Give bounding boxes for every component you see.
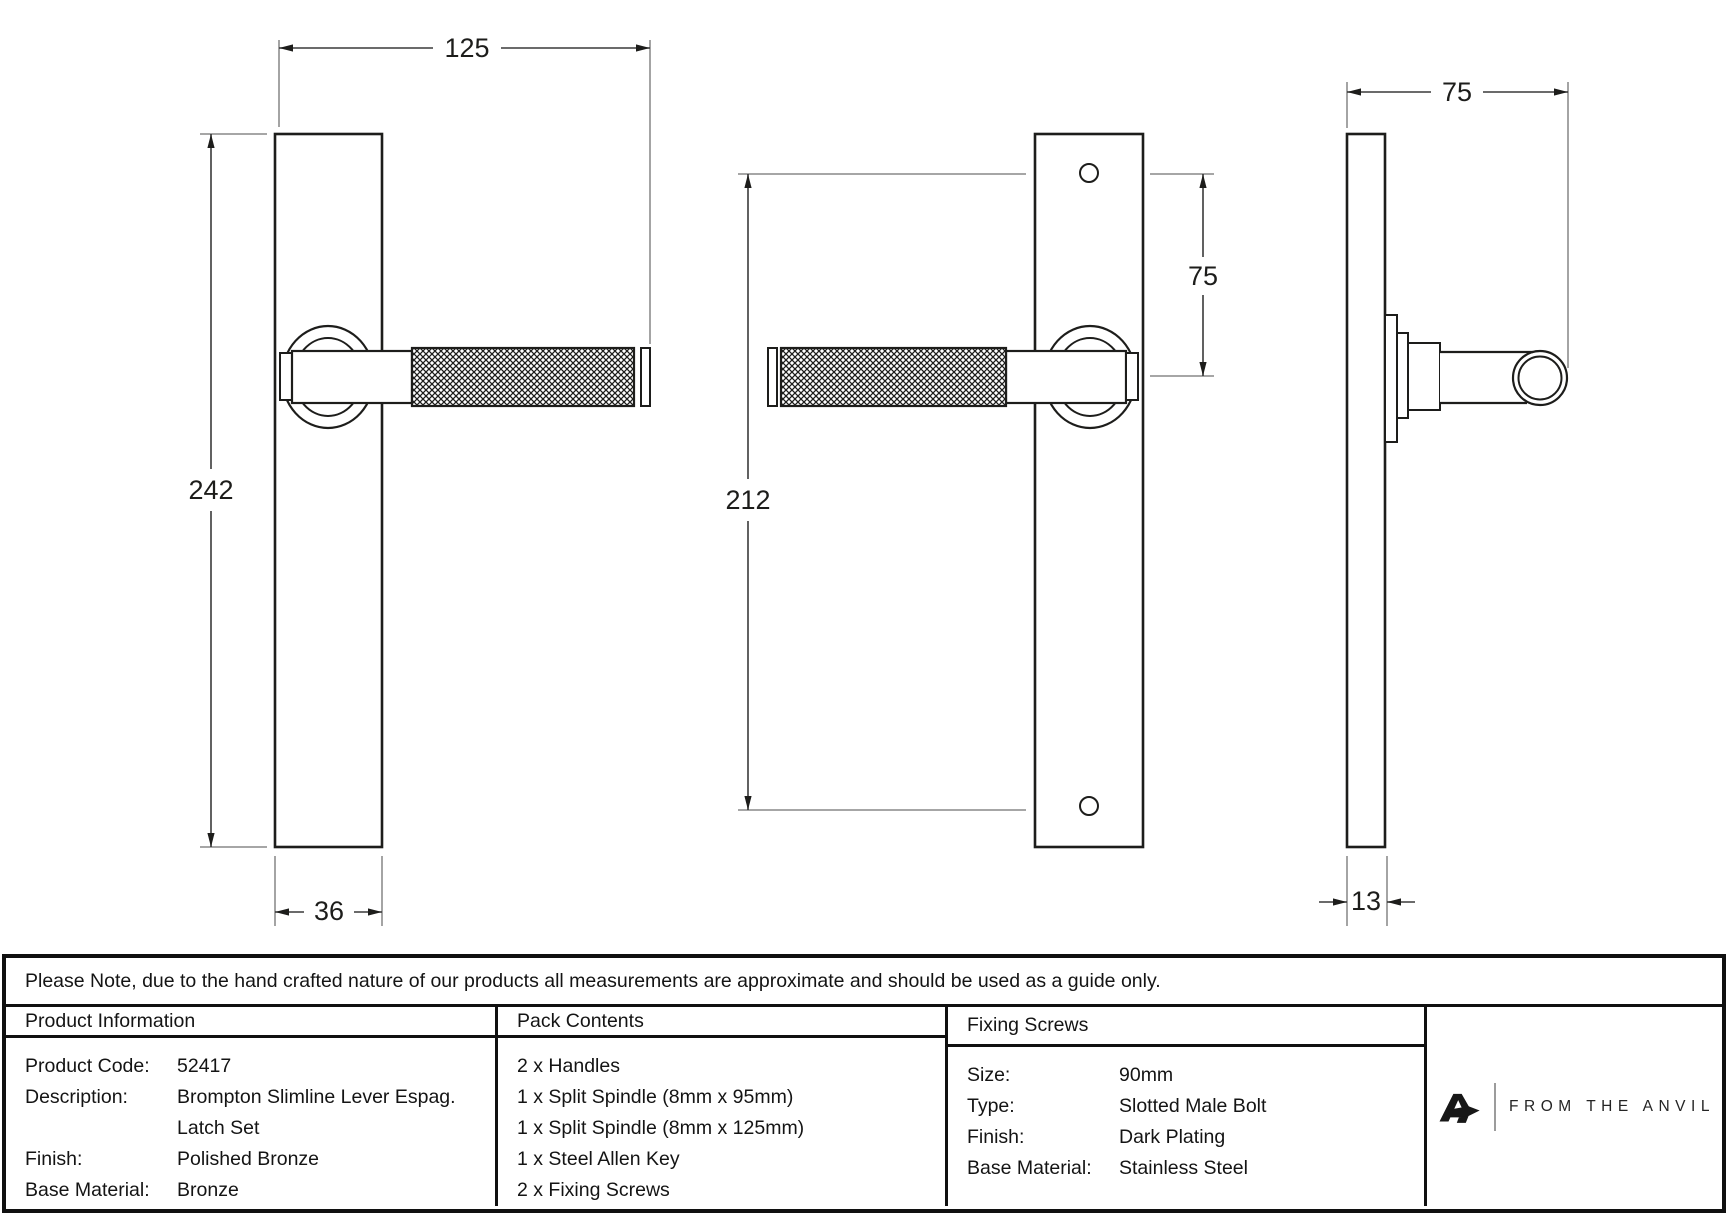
- spec-columns: [6, 1007, 1722, 1206]
- table-row: [25, 1144, 495, 1175]
- table-row: [967, 1153, 1424, 1184]
- row-label: Description:: [25, 1086, 128, 1108]
- fixing-screws-body: [948, 1047, 1424, 1184]
- dim-screw-spacing: [725, 174, 1026, 810]
- row-value: Stainless Steel: [1119, 1157, 1248, 1179]
- table-row: [25, 1082, 495, 1144]
- dim-label-width: 125: [444, 33, 490, 63]
- dim-label-height: 242: [188, 475, 234, 505]
- spec-table-block: [2, 954, 1726, 1213]
- disclaimer-bar: [6, 958, 1722, 1007]
- arrowhead: [1347, 88, 1361, 95]
- arrowhead: [1199, 362, 1206, 376]
- table-row: [967, 1122, 1424, 1153]
- anvil-logo-icon: [1434, 1087, 1481, 1127]
- pack-contents-body: [498, 1038, 945, 1206]
- arrowhead: [207, 833, 214, 847]
- row-value: Polished Bronze: [177, 1148, 320, 1170]
- front-view-drawing: [188, 33, 650, 926]
- dim-label-depth: 75: [1441, 77, 1473, 107]
- row-value: 52417: [177, 1055, 232, 1077]
- product-information-body: [6, 1038, 495, 1206]
- row-label: Product Code:: [25, 1055, 150, 1077]
- rose-step-2: [1397, 333, 1408, 418]
- backplate-side: [1347, 134, 1385, 847]
- rear-view-drawing: [725, 134, 1218, 847]
- row-label: Base Material:: [967, 1157, 1092, 1179]
- row-label: Type:: [967, 1095, 1015, 1117]
- fixing-screws-column: [948, 1007, 1427, 1206]
- lever-end-cap: [768, 348, 777, 406]
- row-label: Finish:: [967, 1126, 1025, 1148]
- row-label: Size:: [967, 1064, 1011, 1086]
- dim-label-thickness: 13: [1350, 886, 1382, 916]
- backplate-front: [275, 134, 382, 847]
- table-row: [967, 1091, 1424, 1122]
- dim-overall-height: [188, 134, 267, 847]
- arrowhead: [636, 44, 650, 51]
- row-value: Brompton Slimline Lever Espag. Latch Set: [177, 1086, 456, 1139]
- arrowhead: [1554, 88, 1568, 95]
- arrowhead: [368, 908, 382, 915]
- dim-plate-thickness: [1319, 856, 1415, 926]
- arrowhead: [1199, 174, 1206, 188]
- list-item: 2 x Fixing Screws: [517, 1179, 670, 1201]
- lever-knurled-grip: [412, 348, 634, 406]
- row-value: Bronze: [177, 1179, 239, 1201]
- row-value: 90mm: [1119, 1064, 1174, 1086]
- arrowhead: [744, 174, 751, 188]
- dim-label-handle-offset: 75: [1187, 261, 1219, 291]
- arrowhead: [744, 796, 751, 810]
- dim-label-screw-spacing: 212: [725, 485, 771, 515]
- dim-handle-offset: [1150, 174, 1218, 376]
- lever-end-cap: [641, 348, 650, 406]
- row-value: Dark Plating: [1119, 1126, 1226, 1148]
- brand-name: FROM THE ANVIL: [1509, 1097, 1715, 1115]
- lever-collar: [1126, 353, 1138, 400]
- disclaimer-text: Please Note, due to the hand crafted nature of our products all measurements are approximate and should be used as a guide only.: [25, 969, 1161, 992]
- lever-collar: [280, 353, 292, 400]
- fixing-screws-header: Fixing Screws: [948, 1007, 1424, 1047]
- logo-divider: [1494, 1083, 1496, 1131]
- list-item: 1 x Split Spindle (8mm x 125mm): [517, 1117, 805, 1139]
- lever-arm-side: [1440, 352, 1516, 403]
- arrowhead: [279, 44, 293, 51]
- row-label: Base Material:: [25, 1179, 150, 1201]
- brand-cell: [1427, 1007, 1722, 1206]
- table-row: [967, 1060, 1424, 1091]
- lever-neck: [292, 351, 412, 403]
- side-view-drawing: [1319, 77, 1568, 926]
- product-information-column: [6, 1007, 498, 1206]
- arrowhead: [1333, 898, 1347, 905]
- product-information-header: Product Information: [6, 1007, 495, 1038]
- dim-label-plate-width: 36: [313, 896, 345, 926]
- backplate-rear: [1035, 134, 1143, 847]
- list-item: 1 x Steel Allen Key: [517, 1148, 680, 1170]
- table-row: [25, 1051, 495, 1082]
- lever-tube-inner: [1519, 357, 1562, 400]
- arrowhead: [275, 908, 289, 915]
- list-item: 1 x Split Spindle (8mm x 95mm): [517, 1086, 794, 1108]
- row-label: Finish:: [25, 1148, 83, 1170]
- arrowhead: [207, 134, 214, 148]
- list-item: 2 x Handles: [517, 1055, 620, 1077]
- lever-neck: [1006, 351, 1126, 403]
- lever-knurled-grip: [781, 348, 1006, 406]
- arrowhead: [1387, 898, 1401, 905]
- row-value: Slotted Male Bolt: [1119, 1095, 1267, 1117]
- dim-plate-width: [275, 856, 382, 926]
- rose-step-3: [1408, 343, 1440, 410]
- pack-contents-header: Pack Contents: [498, 1007, 945, 1038]
- screw-hole-top: [1080, 164, 1098, 182]
- rose-step-1: [1385, 315, 1397, 442]
- screw-hole-bottom: [1080, 797, 1098, 815]
- pack-contents-column: [498, 1007, 948, 1206]
- table-row: [25, 1175, 495, 1206]
